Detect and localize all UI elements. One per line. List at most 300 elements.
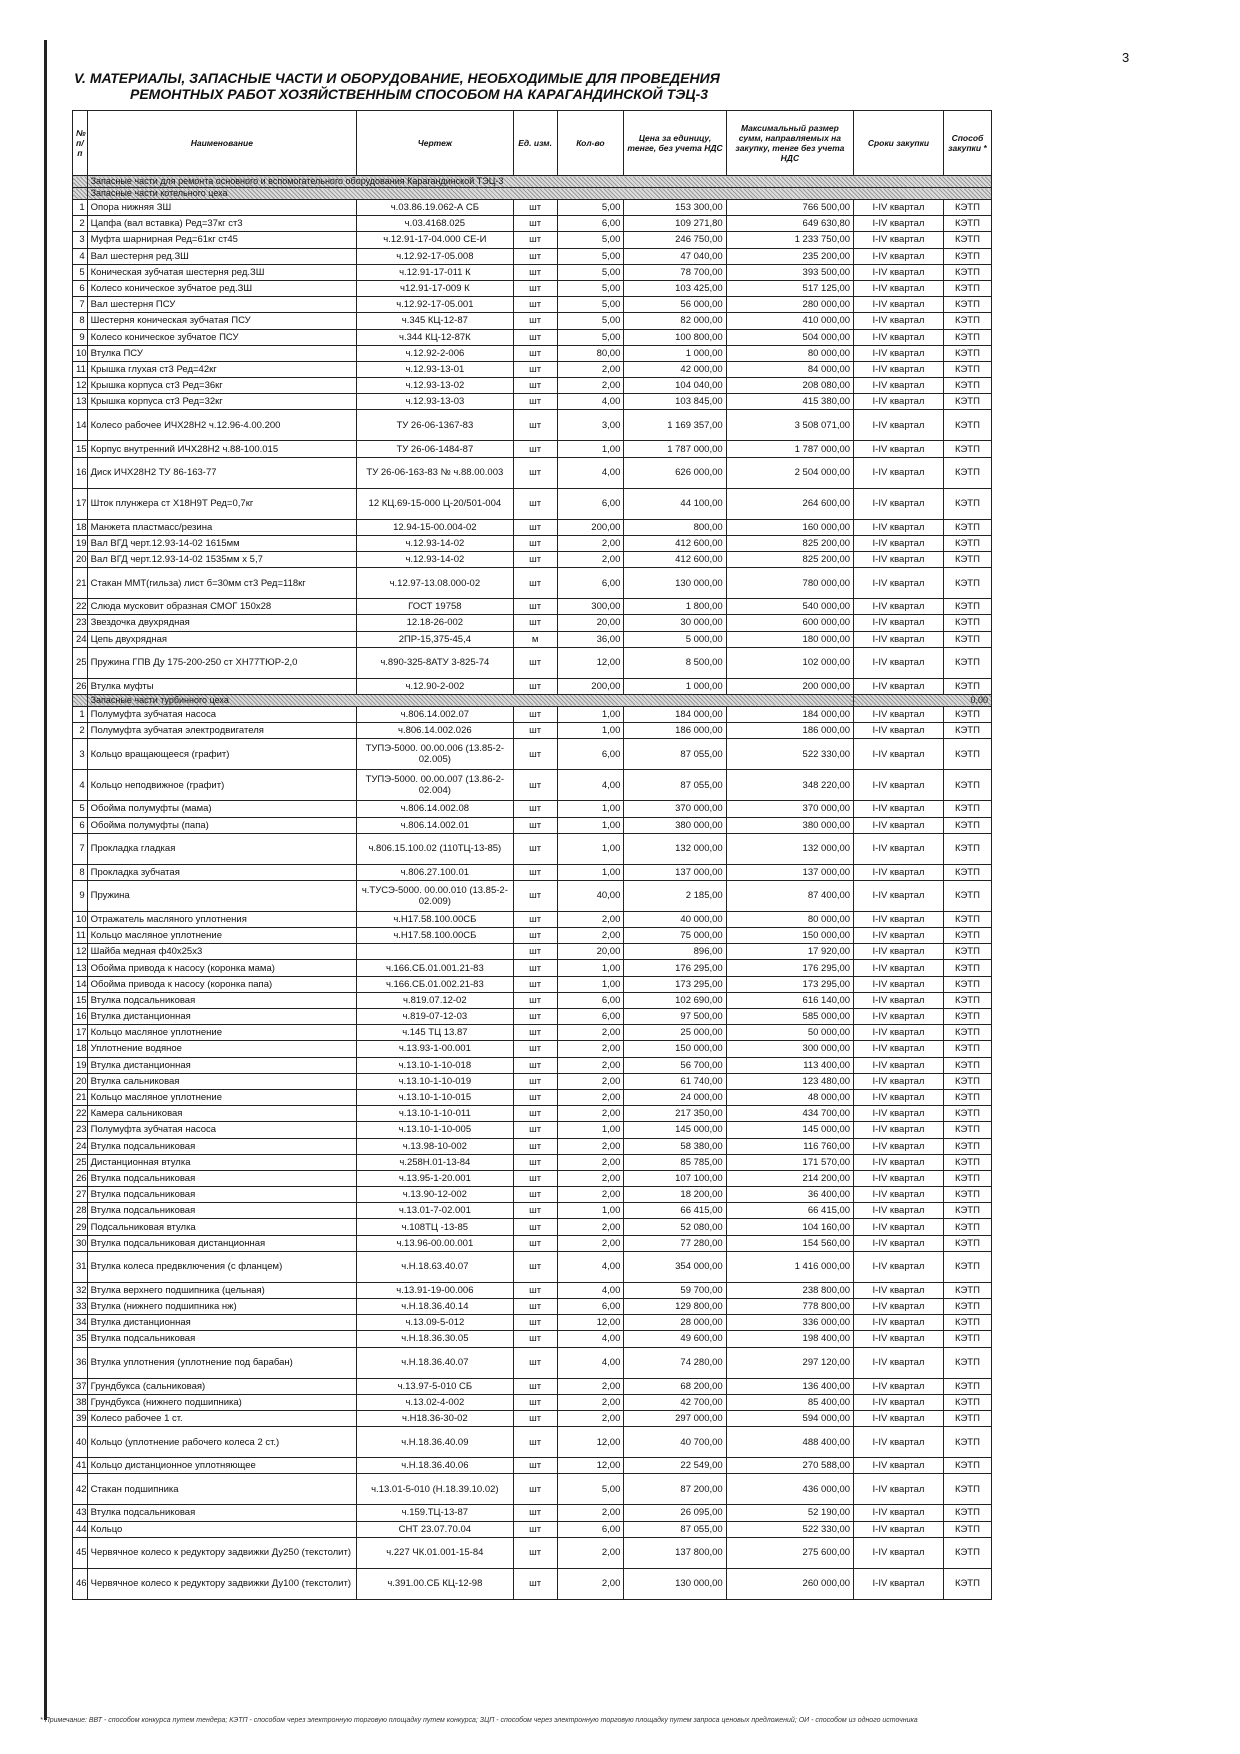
purchase-method: КЭТП <box>943 1089 991 1105</box>
purchase-method: КЭТП <box>943 1282 991 1298</box>
row-number: 3 <box>73 739 88 770</box>
quantity: 2,00 <box>557 1170 624 1186</box>
drawing-number: ч.12.93-14-02 <box>357 552 514 568</box>
unit-price: 104 040,00 <box>624 378 726 394</box>
max-sum: 522 330,00 <box>726 739 853 770</box>
item-name: Вал шестерня ред.ЗШ <box>87 248 356 264</box>
quantity: 20,00 <box>557 944 624 960</box>
purchase-method: КЭТП <box>943 248 991 264</box>
row-number: 13 <box>73 960 88 976</box>
row-number: 17 <box>73 1025 88 1041</box>
drawing-number: ч.13.10-1-10-011 <box>357 1106 514 1122</box>
max-sum: 84 000,00 <box>726 361 853 377</box>
row-number: 25 <box>73 647 88 678</box>
row-number: 23 <box>73 1122 88 1138</box>
item-name: Втулка дистанционная <box>87 1315 356 1331</box>
unit-price: 2 185,00 <box>624 880 726 911</box>
unit: шт <box>513 297 557 313</box>
max-sum: 85 400,00 <box>726 1394 853 1410</box>
unit: шт <box>513 1521 557 1537</box>
unit: шт <box>513 457 557 488</box>
purchase-method: КЭТП <box>943 647 991 678</box>
quantity: 4,00 <box>557 770 624 801</box>
item-name: Дистанционная втулка <box>87 1154 356 1170</box>
purchase-method: КЭТП <box>943 1347 991 1378</box>
row-number: 28 <box>73 1203 88 1219</box>
unit: шт <box>513 488 557 519</box>
unit: шт <box>513 1410 557 1426</box>
unit-price: 297 000,00 <box>624 1410 726 1426</box>
unit: шт <box>513 1331 557 1347</box>
drawing-number: ч.12.97-13.08.000-02 <box>357 568 514 599</box>
row-number: 12 <box>73 944 88 960</box>
purchase-method: КЭТП <box>943 1009 991 1025</box>
unit: шт <box>513 864 557 880</box>
item-name: Грундбукса (нижнего подшипника) <box>87 1394 356 1410</box>
table-header-row <box>73 111 992 176</box>
quantity: 40,00 <box>557 880 624 911</box>
unit: шт <box>513 441 557 457</box>
unit: шт <box>513 1315 557 1331</box>
max-sum: 50 000,00 <box>726 1025 853 1041</box>
purchase-method: КЭТП <box>943 1170 991 1186</box>
purchase-term: I-IV квартал <box>854 297 944 313</box>
unit-price: 24 000,00 <box>624 1089 726 1105</box>
quantity: 5,00 <box>557 280 624 296</box>
unit-price: 153 300,00 <box>624 200 726 216</box>
max-sum: 540 000,00 <box>726 599 853 615</box>
max-sum: 104 160,00 <box>726 1219 853 1235</box>
max-sum: 275 600,00 <box>726 1537 853 1568</box>
item-name: Вал ВГД черт.12.93-14-02 1535мм х 5,7 <box>87 552 356 568</box>
unit-price: 100 800,00 <box>624 329 726 345</box>
quantity: 2,00 <box>557 1041 624 1057</box>
max-sum: 434 700,00 <box>726 1106 853 1122</box>
drawing-number: ч.345 КЦ-12-87 <box>357 313 514 329</box>
table-row <box>73 833 992 864</box>
purchase-method: КЭТП <box>943 1568 991 1599</box>
unit: шт <box>513 944 557 960</box>
purchase-method: КЭТП <box>943 723 991 739</box>
quantity: 4,00 <box>557 394 624 410</box>
drawing-number: ч.227 ЧК.01.001-15-84 <box>357 1537 514 1568</box>
max-sum: 1 416 000,00 <box>726 1251 853 1282</box>
purchase-term: I-IV квартал <box>854 329 944 345</box>
drawing-number: ч.13.95-1-20.001 <box>357 1170 514 1186</box>
purchase-method: КЭТП <box>943 200 991 216</box>
max-sum: 123 480,00 <box>726 1073 853 1089</box>
quantity: 1,00 <box>557 706 624 722</box>
drawing-number: ч.166.СБ.01.001.21-83 <box>357 960 514 976</box>
row-number: 46 <box>73 1568 88 1599</box>
quantity: 2,00 <box>557 1025 624 1041</box>
drawing-number: ч.12.92-17-05.008 <box>357 248 514 264</box>
item-name: Втулка подсальниковая <box>87 1505 356 1521</box>
table-row <box>73 911 992 927</box>
purchase-method: КЭТП <box>943 1331 991 1347</box>
max-sum: 778 800,00 <box>726 1299 853 1315</box>
purchase-method: КЭТП <box>943 216 991 232</box>
purchase-term: I-IV квартал <box>854 488 944 519</box>
purchase-term: I-IV квартал <box>854 1331 944 1347</box>
purchase-term: I-IV квартал <box>854 864 944 880</box>
purchase-term: I-IV квартал <box>854 1106 944 1122</box>
drawing-number: ч.13.10-1-10-015 <box>357 1089 514 1105</box>
table-row <box>73 457 992 488</box>
drawing-number: ч.13.93-1-00.001 <box>357 1041 514 1057</box>
quantity: 2,00 <box>557 911 624 927</box>
quantity: 2,00 <box>557 1410 624 1426</box>
purchase-method: КЭТП <box>943 1025 991 1041</box>
purchase-term: I-IV квартал <box>854 928 944 944</box>
table-row <box>73 488 992 519</box>
row-number: 14 <box>73 976 88 992</box>
purchase-term: I-IV квартал <box>854 1009 944 1025</box>
table-row <box>73 1458 992 1474</box>
unit-price: 58 380,00 <box>624 1138 726 1154</box>
unit-price: 896,00 <box>624 944 726 960</box>
quantity: 1,00 <box>557 864 624 880</box>
row-number: 25 <box>73 1154 88 1170</box>
max-sum: 1 787 000,00 <box>726 441 853 457</box>
max-sum: 594 000,00 <box>726 1410 853 1426</box>
purchase-term: I-IV квартал <box>854 264 944 280</box>
purchase-term: I-IV квартал <box>854 1282 944 1298</box>
drawing-number: ч.145 ТЦ 13.87 <box>357 1025 514 1041</box>
unit-price: 42 700,00 <box>624 1394 726 1410</box>
drawing-number: ч.166.СБ.01.002.21-83 <box>357 976 514 992</box>
drawing-number: ч.890-325-8АТУ 3-825-74 <box>357 647 514 678</box>
purchase-method: КЭТП <box>943 552 991 568</box>
purchase-term: I-IV квартал <box>854 1089 944 1105</box>
max-sum: 380 000,00 <box>726 817 853 833</box>
title-line-2: РЕМОНТНЫХ РАБОТ ХОЗЯЙСТВЕННЫМ СПОСОБОМ НА КАРАГАНДИНСКОЙ ТЭЦ-3 <box>130 86 709 102</box>
materials-table <box>72 110 992 1600</box>
drawing-number: ч.806.14.002.01 <box>357 817 514 833</box>
unit-price: 130 000,00 <box>624 1568 726 1599</box>
quantity: 2,00 <box>557 1394 624 1410</box>
max-sum: 145 000,00 <box>726 1122 853 1138</box>
max-sum: 260 000,00 <box>726 1568 853 1599</box>
unit-price: 176 295,00 <box>624 960 726 976</box>
item-name: Колесо рабочее ИЧХ28Н2 ч.12.96-4.00.200 <box>87 410 356 441</box>
quantity: 2,00 <box>557 535 624 551</box>
quantity: 5,00 <box>557 297 624 313</box>
unit: шт <box>513 280 557 296</box>
unit-price: 107 100,00 <box>624 1170 726 1186</box>
table-row <box>73 706 992 722</box>
quantity: 1,00 <box>557 833 624 864</box>
drawing-number: 2ПР-15,375-45,4 <box>357 631 514 647</box>
purchase-term: I-IV квартал <box>854 880 944 911</box>
header-qty: Кол-во <box>557 111 624 176</box>
row-number: 39 <box>73 1410 88 1426</box>
drawing-number: ч.12.90-2-002 <box>357 678 514 694</box>
unit: шт <box>513 1537 557 1568</box>
max-sum: 137 000,00 <box>726 864 853 880</box>
max-sum: 17 920,00 <box>726 944 853 960</box>
unit-price: 78 700,00 <box>624 264 726 280</box>
purchase-method: КЭТП <box>943 928 991 944</box>
unit-price: 130 000,00 <box>624 568 726 599</box>
purchase-method: КЭТП <box>943 706 991 722</box>
row-number: 41 <box>73 1458 88 1474</box>
unit: шт <box>513 1089 557 1105</box>
item-name: Втулка подсальниковая <box>87 1187 356 1203</box>
max-sum: 186 000,00 <box>726 723 853 739</box>
max-sum: 200 000,00 <box>726 678 853 694</box>
quantity: 6,00 <box>557 216 624 232</box>
max-sum: 280 000,00 <box>726 297 853 313</box>
quantity: 1,00 <box>557 723 624 739</box>
max-sum: 132 000,00 <box>726 833 853 864</box>
purchase-term: I-IV квартал <box>854 1394 944 1410</box>
purchase-term: I-IV квартал <box>854 599 944 615</box>
table-row <box>73 770 992 801</box>
table-row <box>73 1394 992 1410</box>
unit-price: 75 000,00 <box>624 928 726 944</box>
footnote: * Примечание: ВВТ - способом конкурса путем тендера; КЭТП - способом через электронную торговую площадку путем конкурса; ЗЦП - способом через электронную торговую площадку путем запроса ценовых предложений; ОИ - способом из одного источника <box>40 1717 918 1724</box>
row-number: 10 <box>73 345 88 361</box>
max-sum: 766 500,00 <box>726 200 853 216</box>
unit: шт <box>513 264 557 280</box>
purchase-method: КЭТП <box>943 280 991 296</box>
quantity: 6,00 <box>557 1521 624 1537</box>
unit-price: 97 500,00 <box>624 1009 726 1025</box>
purchase-term: I-IV квартал <box>854 992 944 1008</box>
purchase-method: КЭТП <box>943 1219 991 1235</box>
purchase-term: I-IV квартал <box>854 410 944 441</box>
max-sum: 780 000,00 <box>726 568 853 599</box>
title-line-1: V. МАТЕРИАЛЫ, ЗАПАСНЫЕ ЧАСТИ И ОБОРУДОВАНИЕ, НЕОБХОДИМЫЕ ДЛЯ ПРОВЕДЕНИЯ <box>74 70 720 86</box>
item-name: Крышка глухая ст3 Ред=42кг <box>87 361 356 377</box>
item-name: Грундбукса (сальниковая) <box>87 1378 356 1394</box>
section-title-boiler: Запасные части котельного цеха <box>87 188 991 200</box>
purchase-term: I-IV квартал <box>854 770 944 801</box>
item-name: Червячное колесо к редуктору задвижки Ду250 (текстолит) <box>87 1537 356 1568</box>
unit: шт <box>513 1235 557 1251</box>
purchase-term: I-IV квартал <box>854 1347 944 1378</box>
row-number: 45 <box>73 1537 88 1568</box>
table-row <box>73 864 992 880</box>
item-name: Опора нижняя ЗШ <box>87 200 356 216</box>
unit-price: 26 095,00 <box>624 1505 726 1521</box>
unit-price: 74 280,00 <box>624 1347 726 1378</box>
row-number: 40 <box>73 1427 88 1458</box>
table-row <box>73 1410 992 1426</box>
quantity: 2,00 <box>557 1568 624 1599</box>
purchase-term: I-IV квартал <box>854 441 944 457</box>
purchase-term: I-IV квартал <box>854 216 944 232</box>
drawing-number: ч.Н17.58.100.00СБ <box>357 928 514 944</box>
purchase-term: I-IV квартал <box>854 313 944 329</box>
quantity: 12,00 <box>557 1427 624 1458</box>
item-name: Втулка подсальниковая <box>87 992 356 1008</box>
max-sum: 616 140,00 <box>726 992 853 1008</box>
header-max-sum: Максимальный размер сумм, направляемых на закупку, тенге без учета НДС <box>726 111 853 176</box>
max-sum: 649 630,80 <box>726 216 853 232</box>
table-row <box>73 264 992 280</box>
row-number: 19 <box>73 1057 88 1073</box>
drawing-number: ТУПЭ-5000. 00.00.007 (13.86-2-02.004) <box>357 770 514 801</box>
purchase-term: I-IV квартал <box>854 911 944 927</box>
unit-price: 626 000,00 <box>624 457 726 488</box>
table-row <box>73 1089 992 1105</box>
purchase-method: КЭТП <box>943 1537 991 1568</box>
quantity: 2,00 <box>557 552 624 568</box>
item-name: Стакан подшипника <box>87 1474 356 1505</box>
table-row <box>73 723 992 739</box>
purchase-term: I-IV квартал <box>854 976 944 992</box>
quantity: 1,00 <box>557 817 624 833</box>
drawing-number: СНТ 23.07.70.04 <box>357 1521 514 1537</box>
quantity: 1,00 <box>557 1122 624 1138</box>
unit-price: 22 549,00 <box>624 1458 726 1474</box>
drawing-number: ч.806.15.100.02 (110ТЦ-13-85) <box>357 833 514 864</box>
drawing-number: ч.344 КЦ-12-87К <box>357 329 514 345</box>
max-sum: 66 415,00 <box>726 1203 853 1219</box>
unit: шт <box>513 1154 557 1170</box>
unit: шт <box>513 1505 557 1521</box>
unit: шт <box>513 880 557 911</box>
row-number: 20 <box>73 552 88 568</box>
row-number: 6 <box>73 280 88 296</box>
purchase-term: I-IV квартал <box>854 200 944 216</box>
row-number: 5 <box>73 801 88 817</box>
unit-price: 82 000,00 <box>624 313 726 329</box>
drawing-number <box>357 944 514 960</box>
row-number: 22 <box>73 599 88 615</box>
quantity: 20,00 <box>557 615 624 631</box>
max-sum: 297 120,00 <box>726 1347 853 1378</box>
max-sum: 173 295,00 <box>726 976 853 992</box>
purchase-method: КЭТП <box>943 410 991 441</box>
drawing-number: ч.Н18.36-30-02 <box>357 1410 514 1426</box>
item-name: Манжета пластмасс/резина <box>87 519 356 535</box>
table-row <box>73 313 992 329</box>
table-row <box>73 1073 992 1089</box>
unit-price: 102 690,00 <box>624 992 726 1008</box>
row-number: 21 <box>73 1089 88 1105</box>
quantity: 2,00 <box>557 1219 624 1235</box>
section-title-general: Запасные части для ремонта основного и вспомогательного оборудования Карагандинской ТЭЦ-3 <box>87 176 991 188</box>
unit-price: 56 700,00 <box>624 1057 726 1073</box>
unit: шт <box>513 1073 557 1089</box>
drawing-number: ч.13.96-00.00.001 <box>357 1235 514 1251</box>
max-sum: 336 000,00 <box>726 1315 853 1331</box>
quantity: 2,00 <box>557 1505 624 1521</box>
purchase-method: КЭТП <box>943 1235 991 1251</box>
purchase-method: КЭТП <box>943 833 991 864</box>
section-header-row <box>73 188 992 200</box>
table-row <box>73 1537 992 1568</box>
quantity: 2,00 <box>557 1057 624 1073</box>
table-row <box>73 248 992 264</box>
quantity: 200,00 <box>557 678 624 694</box>
max-sum: 2 504 000,00 <box>726 457 853 488</box>
purchase-method: КЭТП <box>943 232 991 248</box>
max-sum: 1 233 750,00 <box>726 232 853 248</box>
max-sum: 415 380,00 <box>726 394 853 410</box>
table-row <box>73 801 992 817</box>
table-row <box>73 1138 992 1154</box>
purchase-term: I-IV квартал <box>854 1122 944 1138</box>
unit-price: 184 000,00 <box>624 706 726 722</box>
purchase-method: КЭТП <box>943 1427 991 1458</box>
drawing-number: ч.Н.18.36.30.05 <box>357 1331 514 1347</box>
purchase-term: I-IV квартал <box>854 1427 944 1458</box>
unit: шт <box>513 1203 557 1219</box>
purchase-method: КЭТП <box>943 1138 991 1154</box>
drawing-number: ч.159.ТЦ-13-87 <box>357 1505 514 1521</box>
purchase-method: КЭТП <box>943 1521 991 1537</box>
row-number: 38 <box>73 1394 88 1410</box>
unit: шт <box>513 519 557 535</box>
row-number: 3 <box>73 232 88 248</box>
unit: шт <box>513 552 557 568</box>
max-sum: 136 400,00 <box>726 1378 853 1394</box>
quantity: 2,00 <box>557 1089 624 1105</box>
row-number: 23 <box>73 615 88 631</box>
unit: шт <box>513 1282 557 1298</box>
drawing-number: ч.03.86.19.062-А СБ <box>357 200 514 216</box>
purchase-term: I-IV квартал <box>854 535 944 551</box>
unit: шт <box>513 1170 557 1186</box>
max-sum: 214 200,00 <box>726 1170 853 1186</box>
table-row <box>73 378 992 394</box>
unit: шт <box>513 960 557 976</box>
item-name: Кольцо неподвижное (графит) <box>87 770 356 801</box>
unit-price: 40 000,00 <box>624 911 726 927</box>
quantity: 6,00 <box>557 568 624 599</box>
unit: шт <box>513 723 557 739</box>
row-number: 31 <box>73 1251 88 1282</box>
unit-price: 1 000,00 <box>624 678 726 694</box>
table-row <box>73 552 992 568</box>
purchase-term: I-IV квартал <box>854 519 944 535</box>
quantity: 4,00 <box>557 1251 624 1282</box>
purchase-method: КЭТП <box>943 1154 991 1170</box>
unit: шт <box>513 1106 557 1122</box>
item-name: Муфта шарнирная Ред=61кг ст45 <box>87 232 356 248</box>
unit-price: 217 350,00 <box>624 1106 726 1122</box>
quantity: 6,00 <box>557 1299 624 1315</box>
purchase-method: КЭТП <box>943 631 991 647</box>
drawing-number: ГОСТ 19758 <box>357 599 514 615</box>
item-name: Камера сальниковая <box>87 1106 356 1122</box>
quantity: 4,00 <box>557 1347 624 1378</box>
item-name: Втулка колеса предвключения (с фланцем) <box>87 1251 356 1282</box>
drawing-number: ч.12.92-2-006 <box>357 345 514 361</box>
unit-price: 77 280,00 <box>624 1235 726 1251</box>
max-sum: 300 000,00 <box>726 1041 853 1057</box>
table-row <box>73 1122 992 1138</box>
drawing-number: ч.391.00.СБ КЦ-12-98 <box>357 1568 514 1599</box>
max-sum: 116 760,00 <box>726 1138 853 1154</box>
section-title-turbine: Запасные части турбинного цеха <box>87 694 853 706</box>
purchase-method: КЭТП <box>943 1410 991 1426</box>
quantity: 6,00 <box>557 488 624 519</box>
purchase-term: I-IV квартал <box>854 1041 944 1057</box>
quantity: 12,00 <box>557 1458 624 1474</box>
max-sum: 171 570,00 <box>726 1154 853 1170</box>
unit: шт <box>513 535 557 551</box>
unit: м <box>513 631 557 647</box>
unit: шт <box>513 647 557 678</box>
item-name: Вал шестерня ПСУ <box>87 297 356 313</box>
purchase-method: КЭТП <box>943 880 991 911</box>
table-row <box>73 992 992 1008</box>
